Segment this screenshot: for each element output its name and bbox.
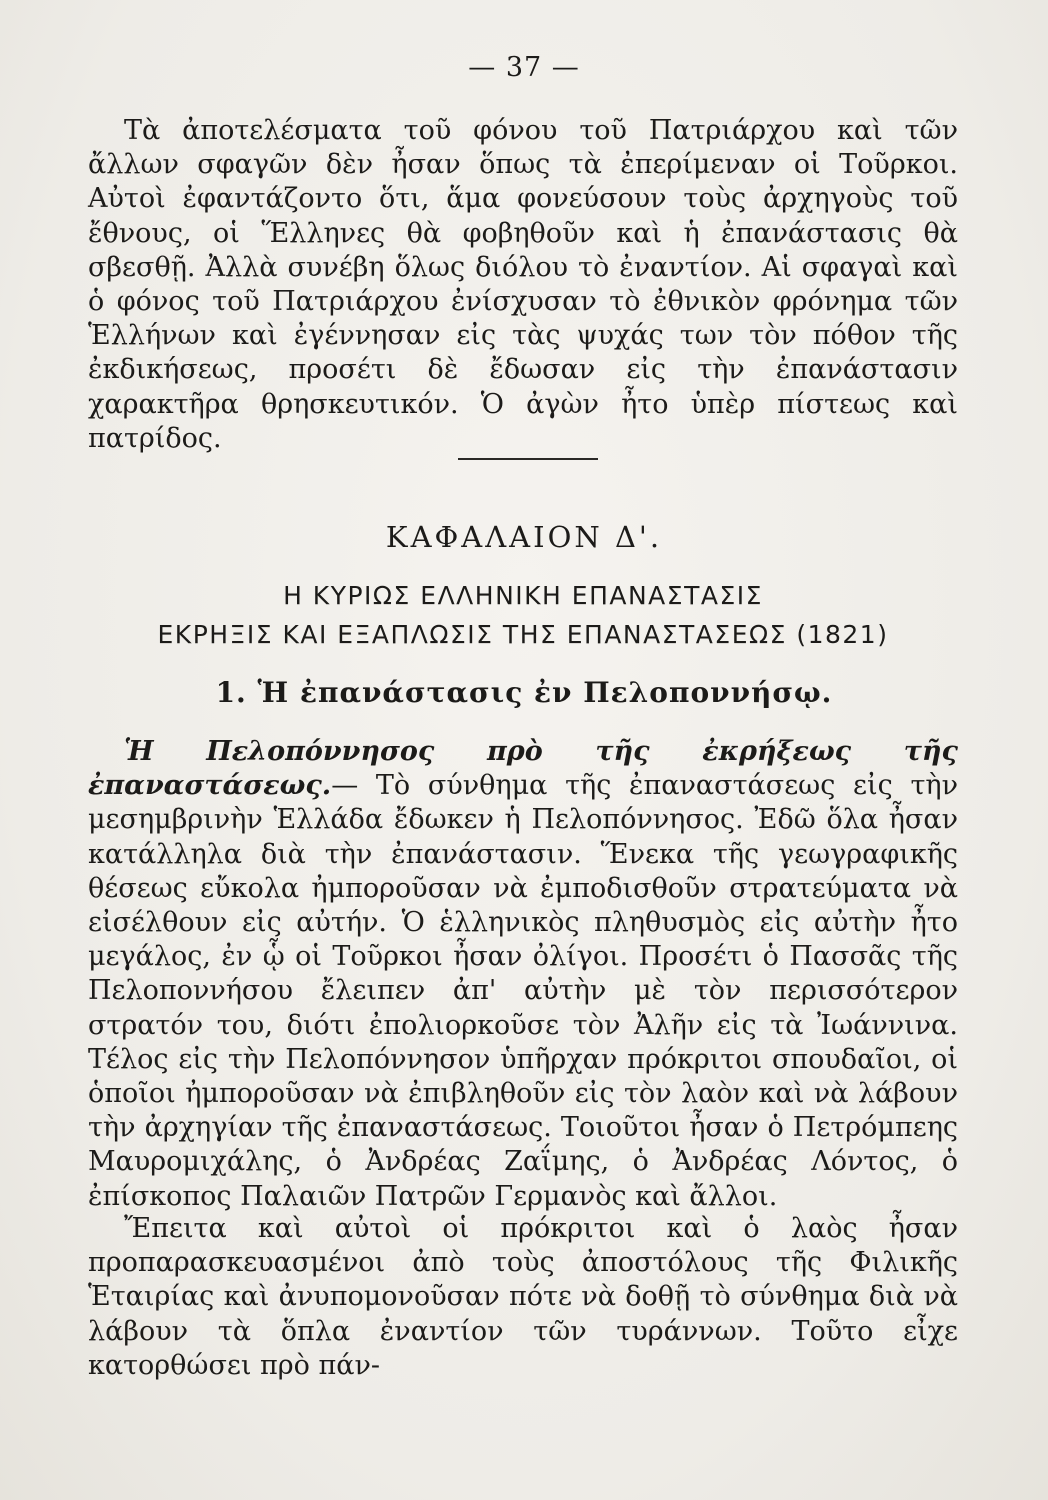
chapter-heading-line-1: Η ΚΥΡΙΩΣ ΕΛΛΗΝΙΚΗ ΕΠΑΝΑΣΤΑΣΙΣ: [283, 581, 763, 610]
paragraph-lead: Ἡ Πελοπόννησος πρὸ τῆς ἐκρήξεως τῆς ἐπαναστάσεως.: [88, 736, 958, 802]
paragraph-text: Τὰ ἀποτελέσματα τοῦ φόνου τοῦ Πατριάρχου καὶ τῶν ἄλλων σφαγῶν δὲν ἦσαν ὅπως τὰ ἐπερίμεναν οἱ Τοῦρκοι. Αὐτοὶ ἐφαντάζοντο ὅτι, ἅμα φονεύσουν τοὺς ἀρχηγοὺς τοῦ ἔθνους, οἱ Ἕλληνες θὰ φοβηθοῦν καὶ ἡ ἐπανάστασις θὰ σβεσθῇ. Ἀλλὰ συνέβη ὅλως διόλου τὸ ἐναντίον. Αἱ σφαγαὶ καὶ ὁ φόνος τοῦ Πατριάρχου ἐνίσχυσαν τὸ ἐθνικὸν φρόνημα τῶν Ἑλλήνων καὶ ἐγέννησαν εἰς τὰς ψυχάς των τὸν πόθον τῆς ἐκδικήσεως, προσέτι δὲ ἔδωσαν εἰς τὴν ἐπανάστασιν χαρακτῆρα θρησκευτικόν. Ὁ ἀγὼν ἦτο ὑπὲρ πίστεως καὶ πατρίδος.: [88, 115, 958, 454]
paragraph-aftermath: [88, 114, 958, 456]
paragraph-peloponnese: [88, 735, 958, 1214]
section-divider: [458, 458, 598, 460]
chapter-label: ΚΑΦΑΛΑΙΟΝ Δ'.: [385, 520, 663, 554]
chapter-heading-line-2: ΕΚΡΗΞΙΣ ΚΑΙ ΕΞΑΠΛΩΣΙΣ ΤΗΣ ΕΠΑΝΑΣΤΑΣΕΩΣ (1821): [157, 620, 889, 649]
section-title: 1. Ἡ ἐπανάστασις ἐν Πελοποννήσῳ.: [215, 676, 833, 709]
paragraph-text: Ἔπειτα καὶ αὐτοὶ οἱ πρόκριτοι καὶ ὁ λαὸς ἦσαν προπαρασκευασμένοι ἀπὸ τοὺς ἀποστόλους τῆς Φιλικῆς Ἑταιρίας καὶ ἀνυπομονοῦσαν πότε νὰ δοθῇ τὸ σύνθημα διὰ νὰ λάβουν τὰ ὅπλα ἐναντίον τῶν τυράννων. Τοῦτο εἶχε κατορθώσει πρὸ πάν-: [88, 1213, 958, 1381]
paragraph-text: [88, 735, 958, 1214]
paragraph-preparation: [88, 1212, 958, 1383]
paragraph-body: — Τὸ σύνθημα τῆς ἐπαναστάσεως εἰς τὴν μεσημβρινὴν Ἑλλάδα ἔδωκεν ἡ Πελοπόννησος. Ἐδῶ ὅλα ἦσαν κατάλληλα διὰ τὴν ἐπανάστασιν. Ἕνεκα τῆς γεωγραφικῆς θέσεως εὔκολα ἠμποροῦσαν νὰ ἐμποδισθοῦν στρατεύματα νὰ εἰσέλθουν εἰς αὐτήν. Ὁ ἑλληνικὸς πληθυσμὸς εἰς αὐτὴν ἦτο μεγάλος, ἐν ᾧ οἱ Τοῦρκοι ἦσαν ὀλίγοι. Προσέτι ὁ Πασσᾶς τῆς Πελοποννήσου ἔλειπεν ἀπ' αὐτὴν μὲ τὸν περισσότερον στρατόν του, διότι ἐπολιορκοῦσε τὸν Ἀλῆν εἰς τὰ Ἰωάννινα. Τέλος εἰς τὴν Πελοπόννησον ὑπῆρχαν πρόκριτοι σπουδαῖοι, οἱ ὁποῖοι ἠμποροῦσαν νὰ ἐπιβληθοῦν εἰς τὸν λαὸν καὶ νὰ λάβουν τὴν ἀρχηγίαν τῆς ἐπαναστάσεως. Τοιοῦτοι ἦσαν ὁ Πετρόμπεης Μαυρομιχάλης, ὁ Ἀνδρέας Ζαΐμης, ὁ Ἀνδρέας Λόντος, ὁ ἐπίσκοπος Παλαιῶν Πατρῶν Γερμανὸς καὶ ἄλλοι.: [88, 770, 958, 1212]
page-number: — 37 —: [468, 52, 580, 83]
